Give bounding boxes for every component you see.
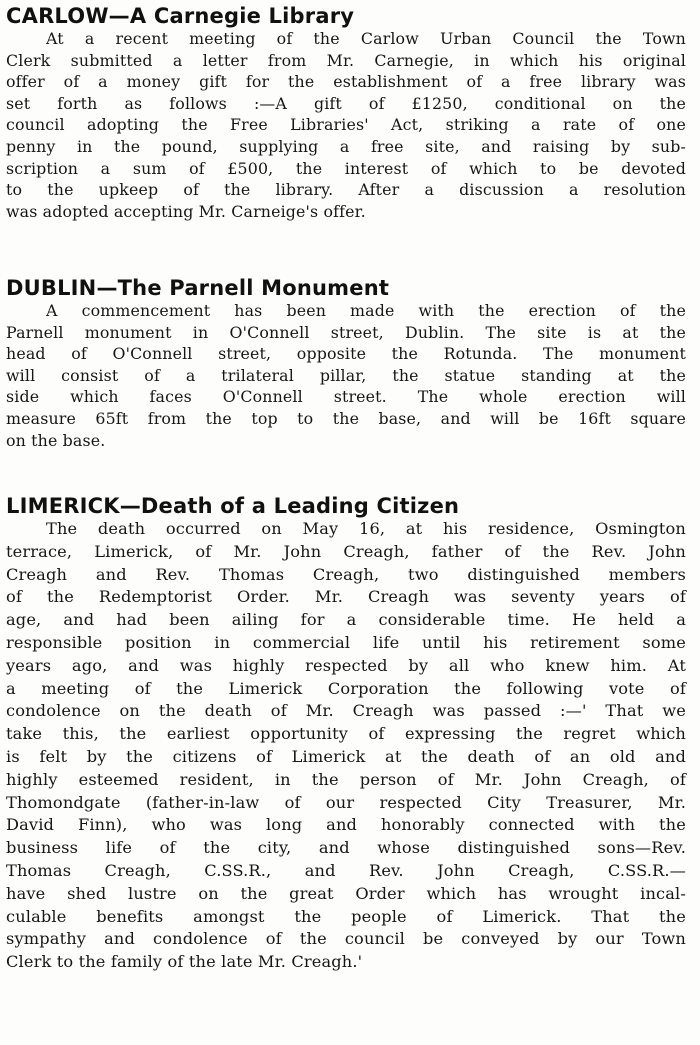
text-line: At a recent meeting of the Carlow Urban Council the Town (46, 29, 686, 48)
text-line: of the Redemptorist Order. Mr. Creagh was seventy years of (6, 587, 686, 607)
text-line: to the upkeep of the library. After a discussion a resolution (6, 180, 686, 200)
text-line: have shed lustre on the great Order which has wrought incal- (6, 883, 686, 903)
article-body (6, 300, 686, 451)
article-body (6, 518, 686, 974)
text-line: scription a sum of £500, the interest of which to be devoted (6, 158, 686, 178)
text-line: was adopted accepting Mr. Carneige's offer. (6, 201, 366, 221)
text-line: highly esteemed resident, in the person of Mr. John Creagh, of (6, 769, 686, 789)
article-heading: CARLOW—A Carnegie Library (6, 4, 355, 28)
text-line: years ago, and was highly respected by all who knew him. At (6, 655, 686, 675)
text-line: council adopting the Free Libraries' Act, striking a rate of one (6, 115, 686, 135)
text-line: is felt by the citizens of Limerick at the death of an old and (6, 746, 686, 766)
text-line: head of O'Connell street, opposite the Rotunda. The monument (6, 344, 686, 364)
text-line: David Finn), who was long and honorably connected with the (6, 815, 686, 835)
text-line: culable benefits amongst the people of Limerick. That the (6, 906, 686, 926)
text-line: A commencement has been made with the erection of the (46, 301, 686, 320)
article-dublin (6, 276, 686, 451)
text-line: sympathy and condolence of the council be conveyed by our Town (6, 929, 686, 949)
text-line: set forth as follows :—A gift of £1250, conditional on the (6, 93, 686, 113)
text-line: Thomas Creagh, C.SS.R., and Rev. John Creagh, C.SS.R.— (6, 860, 686, 880)
text-line: condolence on the death of Mr. Creagh was passed :—' That we (6, 701, 686, 721)
text-line: penny in the pound, supplying a free site, and raising by sub- (6, 136, 686, 156)
article-carlow (6, 4, 686, 222)
text-line: terrace, Limerick, of Mr. John Creagh, father of the Rev. John (6, 541, 686, 561)
text-line: Clerk submitted a letter from Mr. Carnegie, in which his original (6, 50, 686, 70)
text-line: take this, the earliest opportunity of expressing the regret which (6, 724, 686, 744)
article-limerick (6, 494, 686, 974)
text-line: a meeting of the Limerick Corporation the following vote of (6, 678, 686, 698)
text-line: measure 65ft from the top to the base, and will be 16ft square (6, 408, 686, 428)
text-line: offer of a money gift for the establishment of a free library was (6, 72, 686, 92)
text-line: Clerk to the family of the late Mr. Creagh.' (6, 952, 363, 972)
article-heading: DUBLIN—The Parnell Monument (6, 276, 390, 300)
text-line: will consist of a trilateral pillar, the statue standing at the (6, 365, 686, 385)
text-line: side which faces O'Connell street. The whole erection will (6, 387, 686, 407)
text-line: Parnell monument in O'Connell street, Dublin. The site is at the (6, 322, 686, 342)
text-line: responsible position in commercial life until his retirement some (6, 632, 686, 652)
article-body (6, 28, 686, 222)
text-line: on the base. (6, 430, 106, 450)
text-line: Creagh and Rev. Thomas Creagh, two distinguished members (6, 564, 686, 584)
text-line: Thomondgate (father-in-law of our respected City Treasurer, Mr. (6, 792, 686, 812)
text-line: age, and had been ailing for a considerable time. He held a (6, 610, 686, 630)
text-line: business life of the city, and whose distinguished sons—Rev. (6, 838, 686, 858)
article-heading: LIMERICK—Death of a Leading Citizen (6, 494, 460, 518)
text-line: The death occurred on May 16, at his residence, Osmington (46, 519, 686, 538)
